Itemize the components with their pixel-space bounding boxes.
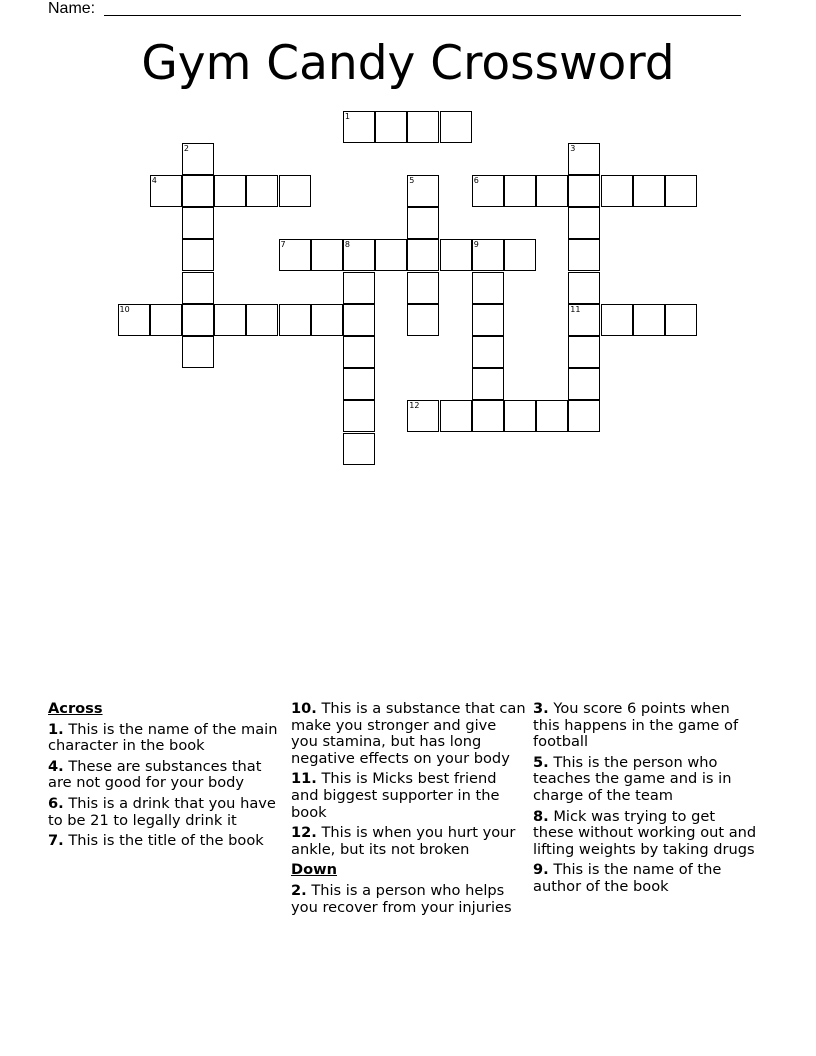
grid-cell[interactable] — [601, 304, 633, 336]
grid-cell[interactable] — [440, 111, 472, 143]
grid-cell[interactable] — [150, 304, 182, 336]
clue-number: 1. — [48, 720, 64, 738]
clue-number-label: 9 — [473, 240, 479, 250]
grid-cell[interactable] — [407, 239, 439, 271]
grid-cell[interactable] — [601, 175, 633, 207]
clue-text: This is a substance that can make you stronger and give you stamina, but has long negative effects on your body — [291, 700, 526, 767]
clue-number: 7. — [48, 832, 64, 850]
grid-cell[interactable] — [568, 207, 600, 239]
clue-across-6 — [48, 796, 278, 829]
grid-cell[interactable] — [568, 175, 600, 207]
grid-cell[interactable] — [504, 400, 536, 432]
grid-cell[interactable] — [407, 304, 439, 336]
grid-cell[interactable] — [472, 304, 504, 336]
clue-number: 9. — [533, 861, 549, 879]
clue-number-label: 6 — [473, 175, 479, 185]
clue-text: This is the person who teaches the game and is in charge of the team — [533, 753, 732, 804]
clue-down-9 — [533, 862, 758, 895]
grid-cell[interactable] — [375, 111, 407, 143]
clue-down-5 — [533, 755, 758, 805]
grid-cell[interactable] — [182, 304, 214, 336]
clue-text: You score 6 points when this happens in the game of football — [533, 700, 739, 751]
clue-number-label: 7 — [280, 240, 286, 250]
clue-across-12 — [291, 825, 527, 858]
grid-cell[interactable] — [407, 400, 439, 432]
clues-column-3 — [533, 701, 758, 900]
grid-cell[interactable] — [343, 239, 375, 271]
grid-cell[interactable] — [150, 175, 182, 207]
clue-text: This is the title of the book — [63, 832, 264, 850]
grid-cell[interactable] — [472, 368, 504, 400]
grid-cell[interactable] — [536, 175, 568, 207]
grid-cell[interactable] — [568, 304, 600, 336]
clue-number: 3. — [533, 700, 549, 717]
clue-text: This is when you hurt your ankle, but its not broken — [291, 824, 516, 858]
grid-cell[interactable] — [343, 400, 375, 432]
clue-down-3 — [533, 701, 758, 751]
clue-number-label: 5 — [409, 175, 415, 185]
across-heading: Across — [48, 700, 103, 717]
clue-down-2 — [291, 883, 527, 916]
grid-cell[interactable] — [472, 400, 504, 432]
clue-text: These are substances that are not good for your body — [48, 757, 262, 792]
grid-cell[interactable] — [279, 175, 311, 207]
clue-across-11 — [291, 771, 527, 821]
clue-number-label: 2 — [183, 143, 189, 153]
clue-number: 5. — [533, 753, 549, 771]
clue-number: 4. — [48, 757, 64, 775]
grid-cell[interactable] — [472, 175, 504, 207]
grid-cell[interactable] — [311, 304, 343, 336]
clue-number: 12. — [291, 824, 317, 842]
clues-column-2 — [291, 701, 527, 920]
grid-cell[interactable] — [182, 272, 214, 304]
grid-cell[interactable] — [568, 143, 600, 175]
grid-cell[interactable] — [568, 400, 600, 432]
clue-number: 2. — [291, 881, 307, 899]
grid-cell[interactable] — [214, 304, 246, 336]
clue-text: Mick was trying to get these without working out and lifting weights by taking drugs — [533, 807, 757, 858]
grid-cell[interactable] — [568, 239, 600, 271]
grid-cell[interactable] — [407, 111, 439, 143]
clue-number: 8. — [533, 807, 549, 825]
grid-cell[interactable] — [536, 400, 568, 432]
grid-cell[interactable] — [472, 336, 504, 368]
grid-cell[interactable] — [343, 336, 375, 368]
grid-cell[interactable] — [633, 304, 665, 336]
grid-cell[interactable] — [279, 239, 311, 271]
clue-number: 6. — [48, 794, 64, 812]
grid-cell[interactable] — [407, 207, 439, 239]
clue-text: This is a drink that you have to be 21 to legally drink it — [48, 794, 276, 829]
grid-cell[interactable] — [343, 272, 375, 304]
grid-cell[interactable] — [407, 272, 439, 304]
grid-cell[interactable] — [407, 175, 439, 207]
clue-text: This is the name of the author of the book — [533, 861, 722, 895]
grid-cell[interactable] — [343, 368, 375, 400]
clue-number: 11. — [291, 770, 317, 788]
clue-text: This is Micks best friend and biggest supporter in the book — [291, 770, 500, 821]
clue-number-label: 11 — [570, 304, 581, 314]
name-input-line[interactable] — [104, 15, 741, 16]
page-title: Gym Candy Crossword — [141, 36, 675, 91]
grid-cell[interactable] — [182, 336, 214, 368]
grid-cell[interactable] — [246, 175, 278, 207]
grid-cell[interactable] — [504, 175, 536, 207]
grid-cell[interactable] — [182, 143, 214, 175]
grid-cell[interactable] — [568, 368, 600, 400]
clue-across-1 — [48, 722, 278, 755]
clue-down-8 — [533, 809, 758, 859]
grid-cell[interactable] — [246, 304, 278, 336]
grid-cell[interactable] — [343, 304, 375, 336]
clue-across-7 — [48, 833, 278, 850]
grid-cell[interactable] — [311, 239, 343, 271]
clue-number: 10. — [291, 700, 317, 717]
clue-number-label: 8 — [344, 240, 350, 250]
grid-cell[interactable] — [665, 175, 697, 207]
down-heading: Down — [291, 861, 338, 879]
grid-cell[interactable] — [633, 175, 665, 207]
grid-cell[interactable] — [440, 400, 472, 432]
grid-cell[interactable] — [665, 304, 697, 336]
clue-across-4 — [48, 759, 278, 792]
clue-number-label: 10 — [119, 304, 130, 314]
grid-cell[interactable] — [343, 433, 375, 465]
grid-cell[interactable] — [118, 304, 150, 336]
grid-cell[interactable] — [182, 175, 214, 207]
grid-cell[interactable] — [568, 272, 600, 304]
clue-text: This is a person who helps you recover from your injuries — [291, 881, 512, 916]
grid-cell[interactable] — [182, 207, 214, 239]
clue-number-label: 12 — [409, 401, 420, 411]
clue-number-label: 1 — [344, 111, 350, 121]
clues-column-1 — [48, 701, 278, 854]
clue-number-label: 4 — [151, 175, 157, 185]
grid-cell[interactable] — [182, 239, 214, 271]
grid-cell[interactable] — [504, 239, 536, 271]
grid-cell[interactable] — [375, 239, 407, 271]
grid-cell[interactable] — [214, 175, 246, 207]
name-label: Name: — [48, 0, 96, 17]
grid-cell[interactable] — [440, 239, 472, 271]
grid-cell[interactable] — [343, 111, 375, 143]
grid-cell[interactable] — [279, 304, 311, 336]
clue-text: This is the name of the main character in the book — [48, 720, 278, 755]
clue-number-label: 3 — [570, 143, 576, 153]
clue-across-10 — [291, 701, 527, 767]
grid-cell[interactable] — [472, 239, 504, 271]
grid-cell[interactable] — [472, 272, 504, 304]
grid-cell[interactable] — [568, 336, 600, 368]
